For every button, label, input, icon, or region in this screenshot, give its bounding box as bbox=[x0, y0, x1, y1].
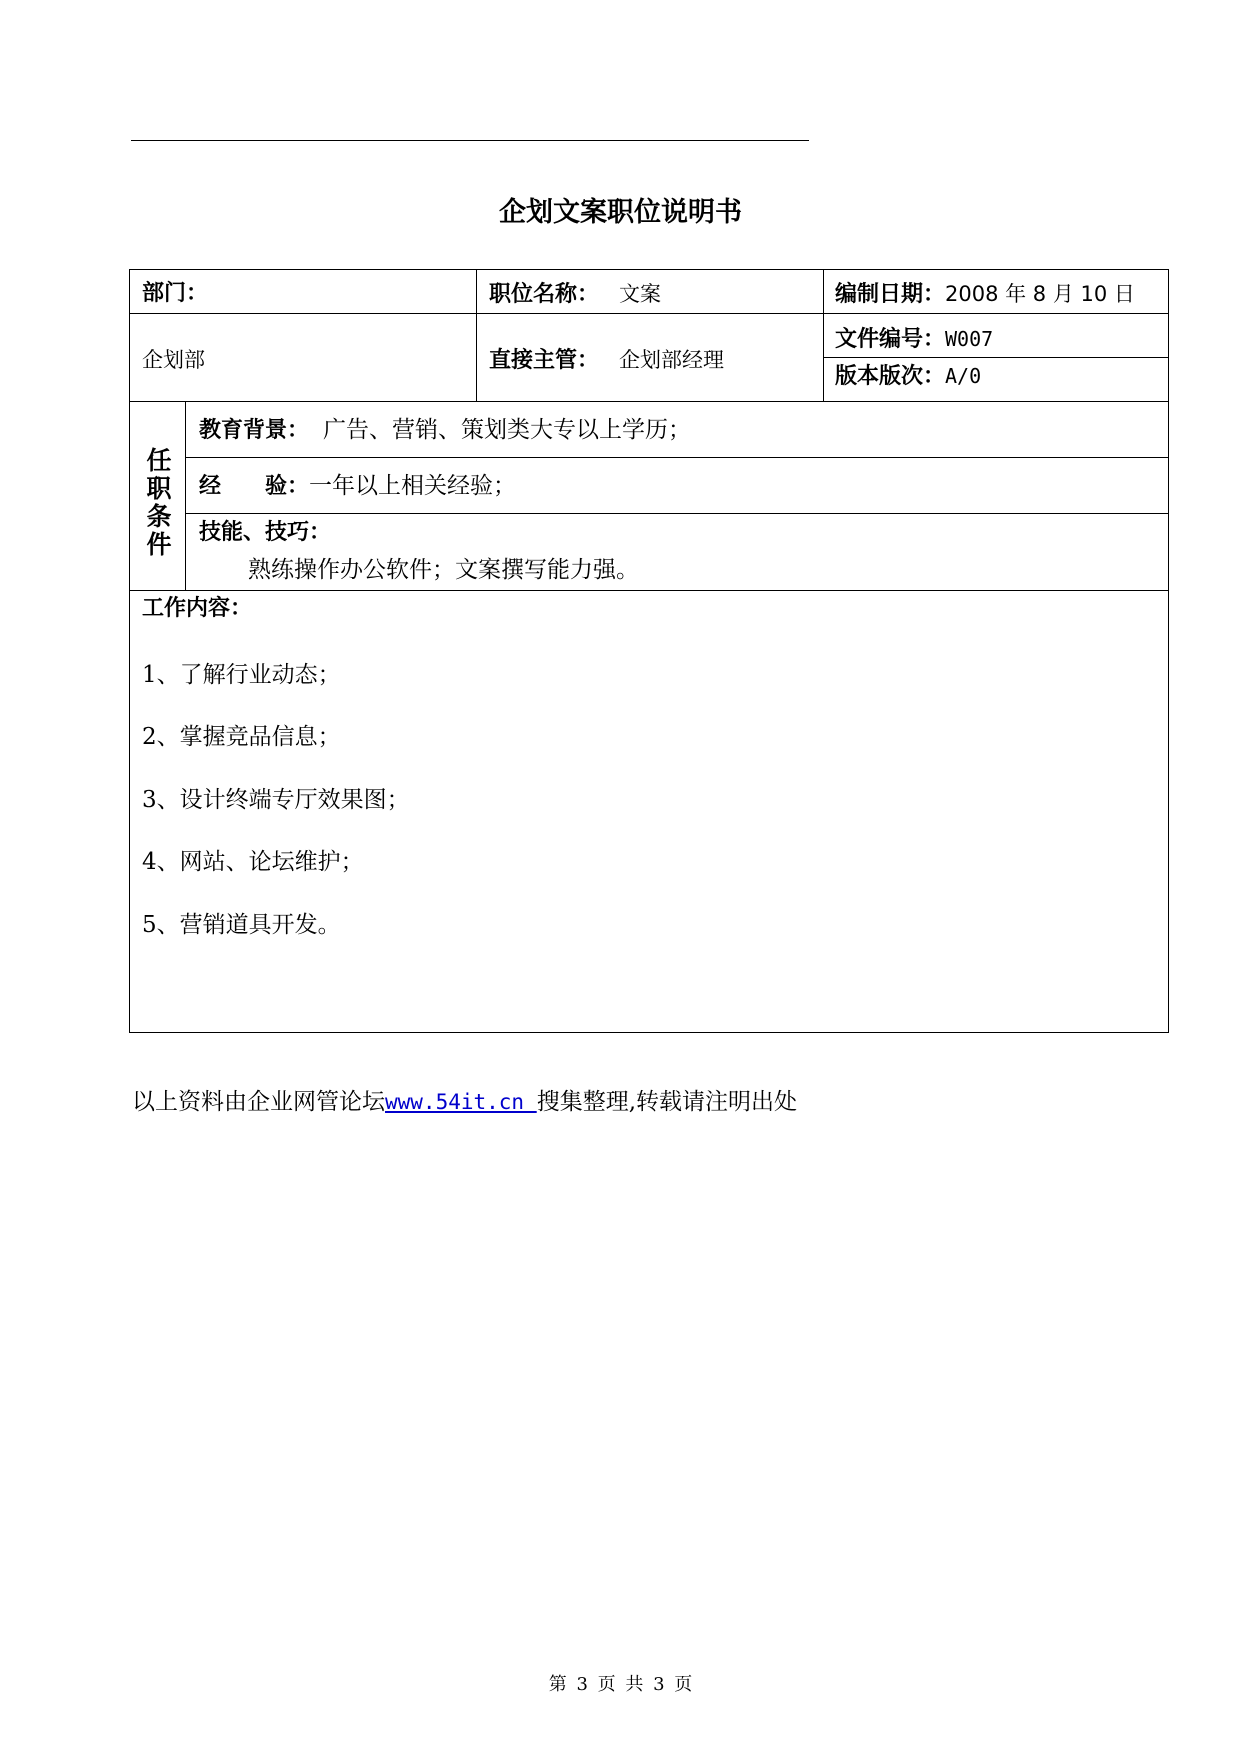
duty-item: 5、营销道具开发。 bbox=[142, 912, 341, 938]
supervisor-label: 直接主管： bbox=[489, 348, 600, 373]
row-divider bbox=[823, 357, 1168, 358]
column-divider bbox=[823, 269, 824, 401]
page-title: 企划文案职位说明书 bbox=[499, 197, 742, 228]
experience-value: 一年以上相关经验； bbox=[309, 473, 517, 499]
position-label: 职位名称： bbox=[489, 282, 600, 307]
source-note-prefix: 以上资料由企业网管论坛 bbox=[132, 1089, 385, 1115]
department-label: 部门： bbox=[142, 281, 209, 306]
version-label: 版本版次： bbox=[835, 364, 946, 389]
duty-item: 3、设计终端专厅效果图； bbox=[142, 787, 410, 813]
side-label-char: 任 bbox=[146, 446, 172, 475]
duties-label: 工作内容： bbox=[142, 596, 253, 621]
experience-label: 经 验： bbox=[199, 474, 310, 499]
version-field bbox=[835, 364, 981, 389]
row-divider bbox=[129, 590, 1168, 591]
source-note-suffix: 搜集整理,转载请注明出处 bbox=[536, 1089, 798, 1115]
skills-label: 技能、技巧： bbox=[199, 520, 332, 545]
requirements-side-label bbox=[139, 447, 179, 559]
file-number-field bbox=[835, 327, 993, 352]
education-row bbox=[199, 418, 691, 443]
position-value: 文案 bbox=[619, 282, 662, 306]
file-number-value: W007 bbox=[945, 327, 994, 351]
education-label: 教育背景： bbox=[199, 418, 310, 443]
supervisor-field bbox=[489, 348, 724, 373]
date-label: 编制日期： bbox=[835, 282, 946, 307]
page-number: 第 3 页 共 3 页 bbox=[548, 1674, 693, 1695]
education-value: 广告、营销、策划类大专以上学历； bbox=[323, 417, 692, 443]
header-rule bbox=[131, 140, 809, 141]
date-value: 2008 年 8 月 10 日 bbox=[945, 282, 1135, 306]
row-divider bbox=[129, 313, 1168, 314]
row-divider bbox=[129, 401, 1168, 402]
row-divider bbox=[185, 457, 1168, 458]
column-divider bbox=[476, 269, 477, 401]
row-divider bbox=[185, 513, 1168, 514]
side-label-char: 件 bbox=[146, 530, 172, 559]
skills-value: 熟练操作办公软件；文案撰写能力强。 bbox=[248, 557, 639, 583]
table-border-bottom bbox=[129, 1032, 1168, 1033]
table-border-left bbox=[129, 269, 130, 1032]
department-value: 企划部 bbox=[142, 348, 205, 372]
duty-item: 4、网站、论坛维护； bbox=[142, 849, 364, 875]
side-label-char: 职 bbox=[146, 474, 172, 503]
column-divider bbox=[185, 401, 186, 590]
duty-item: 1、了解行业动态； bbox=[142, 662, 341, 688]
experience-row bbox=[199, 474, 516, 499]
table-border-top bbox=[129, 269, 1168, 270]
source-link[interactable]: www.54it.cn bbox=[385, 1090, 537, 1114]
supervisor-value: 企划部经理 bbox=[619, 348, 725, 372]
source-note bbox=[132, 1083, 797, 1116]
date-field bbox=[835, 282, 1135, 307]
duty-item: 2、掌握竞品信息； bbox=[142, 724, 341, 750]
table-border-right bbox=[1168, 269, 1169, 1033]
position-field bbox=[489, 282, 661, 307]
side-label-char: 条 bbox=[146, 502, 172, 531]
file-number-label: 文件编号： bbox=[835, 327, 946, 352]
version-value: A/0 bbox=[945, 364, 982, 388]
